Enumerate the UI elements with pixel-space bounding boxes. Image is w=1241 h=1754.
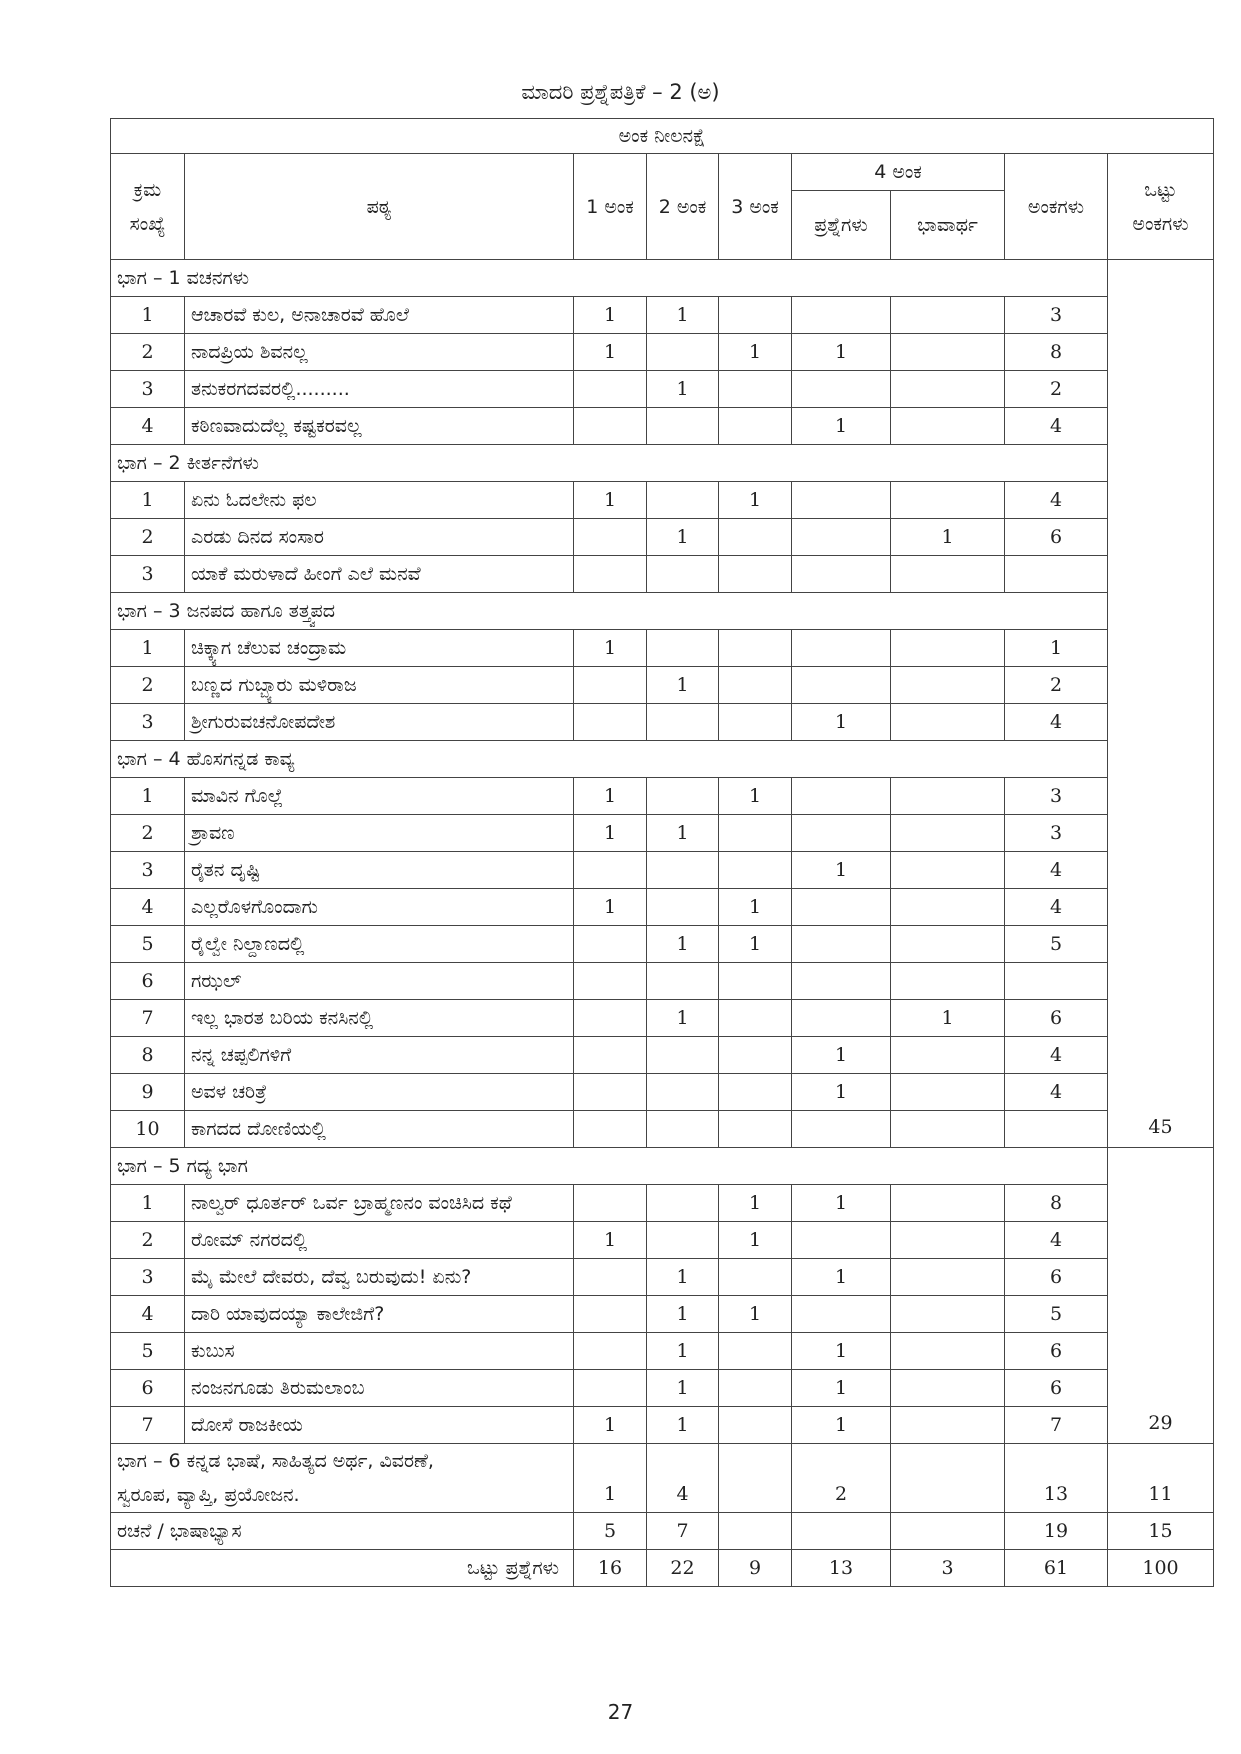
mark-4-meaning-cell	[891, 1296, 1005, 1333]
mark-4-questions-cell: 1	[792, 1185, 891, 1222]
serial-cell: 7	[111, 1000, 185, 1037]
total-marks-cell: 15	[1108, 1513, 1214, 1550]
mark-3-cell	[719, 815, 792, 852]
mark-3-cell: 1	[719, 1185, 792, 1222]
mark-4-questions-cell: 1	[792, 1037, 891, 1074]
mark-4-questions-cell	[792, 667, 891, 704]
serial-cell: 3	[111, 556, 185, 593]
serial-cell: 6	[111, 963, 185, 1000]
mark-1-cell: 1	[574, 334, 647, 371]
marks-cell: 5	[1005, 926, 1108, 963]
lesson-cell: ನನ್ನ ಚಪ್ಪಲಿಗಳಿಗೆ	[185, 1037, 574, 1074]
serial-cell: 7	[111, 1407, 185, 1444]
marks-cell: 6	[1005, 1000, 1108, 1037]
marks-cell: 4	[1005, 704, 1108, 741]
header-4-mark-meaning: ಭಾವಾರ್ಥ	[891, 191, 1005, 260]
mark-4-meaning-cell	[891, 778, 1005, 815]
table-row	[111, 556, 1214, 593]
serial-cell: 3	[111, 704, 185, 741]
mark-2-cell: 4	[647, 1444, 719, 1513]
lesson-cell: ಇಲ್ಲ ಭಾರತ ಬರಿಯ ಕನಸಿನಲ್ಲಿ	[185, 1000, 574, 1037]
mark-3-cell	[719, 852, 792, 889]
mark-4-meaning-cell	[891, 926, 1005, 963]
section-heading: ಭಾಗ – 1 ವಚನಗಳು	[111, 260, 1108, 297]
lesson-cell: ನಾಲ್ವರ್ ಧೂರ್ತರ್ ಒರ್ವ ಬ್ರಾಹ್ಮಣನಂ ವಂಚಿಸಿದ ಕಥೆ	[185, 1185, 574, 1222]
mark-4-questions-cell	[792, 889, 891, 926]
composition-label: ರಚನೆ / ಭಾಷಾಭ್ಯಾಸ	[111, 1513, 574, 1550]
serial-cell: 2	[111, 519, 185, 556]
lesson-cell: ಆಚಾರವೆ ಕುಲ, ಅನಾಚಾರವೆ ಹೊಲೆ	[185, 297, 574, 334]
mark-1-cell	[574, 1037, 647, 1074]
mark-4-questions-cell	[792, 926, 891, 963]
mark-4-questions-cell: 1	[792, 1259, 891, 1296]
page-number: 27	[607, 1700, 634, 1724]
marks-cell: 8	[1005, 1185, 1108, 1222]
mark-1-cell	[574, 1185, 647, 1222]
mark-1-cell: 1	[574, 297, 647, 334]
table-row	[111, 1296, 1214, 1333]
mark-1-cell	[574, 1000, 647, 1037]
mark-4-meaning-cell	[891, 667, 1005, 704]
lesson-cell: ಬಣ್ಣದ ಗುಬ್ಬ್ಯಾರು ಮಳಿರಾಜ	[185, 667, 574, 704]
mark-4-meaning-cell	[891, 556, 1005, 593]
mark-4-meaning-cell	[891, 1037, 1005, 1074]
mark-1-cell: 16	[574, 1550, 647, 1587]
serial-cell: 8	[111, 1037, 185, 1074]
mark-3-cell	[719, 519, 792, 556]
lesson-cell: ನಂಜನಗೂಡು ತಿರುಮಲಾಂಬ	[185, 1370, 574, 1407]
mark-4-questions-cell	[792, 297, 891, 334]
section-heading: ಭಾಗ – 3 ಜನಪದ ಹಾಗೂ ತತ್ತ್ವಪದ	[111, 593, 1108, 630]
mark-3-cell	[719, 1259, 792, 1296]
mark-1-cell	[574, 1333, 647, 1370]
mark-4-questions-cell	[792, 1222, 891, 1259]
mark-1-cell: 1	[574, 482, 647, 519]
marks-cell: 4	[1005, 1037, 1108, 1074]
mark-4-questions-cell: 1	[792, 1407, 891, 1444]
mark-4-meaning-cell	[891, 704, 1005, 741]
mark-1-cell	[574, 852, 647, 889]
serial-cell: 1	[111, 1185, 185, 1222]
mark-4-questions-cell	[792, 482, 891, 519]
mark-4-questions-cell	[792, 1000, 891, 1037]
mark-1-cell: 1	[574, 778, 647, 815]
mark-2-cell	[647, 852, 719, 889]
mark-2-cell	[647, 704, 719, 741]
mark-1-cell	[574, 704, 647, 741]
lesson-cell: ಮಾವಿನ ಗೊಲ್ಲೆ	[185, 778, 574, 815]
mark-2-cell	[647, 630, 719, 667]
table-row	[111, 778, 1214, 815]
marks-cell: 4	[1005, 482, 1108, 519]
table-row	[111, 1333, 1214, 1370]
serial-cell: 2	[111, 1222, 185, 1259]
mark-4-questions-cell: 1	[792, 408, 891, 445]
table-row	[111, 519, 1214, 556]
mark-2-cell	[647, 1222, 719, 1259]
mark-4-questions-cell: 2	[792, 1444, 891, 1513]
mark-2-cell: 1	[647, 1259, 719, 1296]
mark-2-cell	[647, 778, 719, 815]
lesson-cell: ದೋಸೆ ರಾಜಕೀಯ	[185, 1407, 574, 1444]
mark-4-meaning-cell	[891, 1185, 1005, 1222]
mark-2-cell: 1	[647, 1407, 719, 1444]
table-row	[111, 815, 1214, 852]
total-marks-cell: 11	[1108, 1444, 1214, 1513]
marks-cell: 6	[1005, 1333, 1108, 1370]
serial-cell: 6	[111, 1370, 185, 1407]
mark-3-cell: 1	[719, 1222, 792, 1259]
mark-3-cell	[719, 630, 792, 667]
section-heading: ಭಾಗ – 4 ಹೊಸಗನ್ನಡ ಕಾವ್ಯ	[111, 741, 1108, 778]
section-6-line-2: ಸ್ವರೂಪ, ವ್ಯಾಪ್ತಿ, ಪ್ರಯೋಜನ.	[117, 1484, 300, 1506]
lesson-cell: ಶ್ರಾವಣ	[185, 815, 574, 852]
header-serial: ಕ್ರಮ ಸಂಖ್ಯೆ	[111, 154, 185, 260]
marks-cell	[1005, 1111, 1108, 1148]
mark-2-cell	[647, 1037, 719, 1074]
mark-1-cell: 1	[574, 1407, 647, 1444]
table-row	[111, 1074, 1214, 1111]
mark-4-meaning-cell	[891, 1407, 1005, 1444]
mark-2-cell: 1	[647, 297, 719, 334]
mark-2-cell	[647, 1185, 719, 1222]
mark-2-cell: 1	[647, 519, 719, 556]
lesson-cell: ನಾದಪ್ರಿಯ ಶಿವನಲ್ಲ	[185, 334, 574, 371]
lesson-cell: ರೈತನ ದೃಷ್ಟಿ	[185, 852, 574, 889]
section-6-row	[111, 1444, 1214, 1513]
header-4-mark-questions: ಪ್ರಶ್ನೆಗಳು	[792, 191, 891, 260]
mark-4-questions-cell	[792, 1111, 891, 1148]
marks-cell: 4	[1005, 1074, 1108, 1111]
lesson-cell: ತನುಕರಗದವರಲ್ಲಿ.........	[185, 371, 574, 408]
composition-row	[111, 1513, 1214, 1550]
lesson-cell: ಕಾಗದದ ದೋಣಿಯಲ್ಲಿ	[185, 1111, 574, 1148]
serial-cell: 3	[111, 1259, 185, 1296]
table-row	[111, 1037, 1214, 1074]
mark-4-questions-cell: 13	[792, 1550, 891, 1587]
header-2-mark: 2 ಅಂಕ	[647, 154, 719, 260]
mark-1-cell	[574, 667, 647, 704]
mark-2-cell	[647, 408, 719, 445]
header-1-mark: 1 ಅಂಕ	[574, 154, 647, 260]
mark-3-cell	[719, 1333, 792, 1370]
mark-4-meaning-cell	[891, 1513, 1005, 1550]
mark-3-cell	[719, 704, 792, 741]
marks-cell: 3	[1005, 297, 1108, 334]
table-row	[111, 926, 1214, 963]
mark-4-meaning-cell	[891, 963, 1005, 1000]
mark-4-meaning-cell	[891, 1370, 1005, 1407]
lesson-cell: ಶ್ರೀಗುರುವಚನೋಪದೇಶ	[185, 704, 574, 741]
group-total-cell	[1108, 260, 1214, 1148]
mark-4-meaning-cell	[891, 1074, 1005, 1111]
lesson-cell: ಏನು ಓದಲೇನು ಫಲ	[185, 482, 574, 519]
mark-4-meaning-cell	[891, 371, 1005, 408]
marks-cell: 3	[1005, 815, 1108, 852]
serial-cell: 3	[111, 852, 185, 889]
mark-1-cell	[574, 408, 647, 445]
section-6-label	[111, 1444, 574, 1513]
mark-4-meaning-cell	[891, 1444, 1005, 1513]
mark-3-cell	[719, 963, 792, 1000]
serial-cell: 2	[111, 667, 185, 704]
mark-4-meaning-cell	[891, 1222, 1005, 1259]
mark-3-cell: 1	[719, 889, 792, 926]
mark-4-meaning-cell: 3	[891, 1550, 1005, 1587]
mark-2-cell: 1	[647, 815, 719, 852]
mark-4-meaning-cell	[891, 630, 1005, 667]
mark-3-cell	[719, 1370, 792, 1407]
mark-1-cell	[574, 1074, 647, 1111]
mark-4-meaning-cell	[891, 852, 1005, 889]
table-row	[111, 1000, 1214, 1037]
mark-3-cell: 1	[719, 926, 792, 963]
serial-cell: 4	[111, 408, 185, 445]
mark-4-questions-cell: 1	[792, 704, 891, 741]
mark-2-cell	[647, 889, 719, 926]
table-row	[111, 667, 1214, 704]
lesson-cell: ಮೈ ಮೇಲೆ ದೇವರು, ದೆವ್ವ ಬರುವುದು! ಏನು?	[185, 1259, 574, 1296]
serial-cell: 2	[111, 815, 185, 852]
mark-3-cell	[719, 371, 792, 408]
table-row	[111, 1259, 1214, 1296]
mark-2-cell	[647, 1074, 719, 1111]
serial-cell: 1	[111, 297, 185, 334]
header-total-marks: ಒಟ್ಟು ಅಂಕಗಳು	[1108, 154, 1214, 260]
header-marks: ಅಂಕಗಳು	[1005, 154, 1108, 260]
mark-4-meaning-cell	[891, 889, 1005, 926]
table-row	[111, 1222, 1214, 1259]
document-title: ಮಾದರಿ ಪ್ರಶ್ನೆಪತ್ರಿಕೆ – 2 (ಅ)	[521, 80, 720, 104]
table-row	[111, 889, 1214, 926]
serial-cell: 1	[111, 778, 185, 815]
mark-4-questions-cell: 1	[792, 852, 891, 889]
serial-cell: 4	[111, 889, 185, 926]
mark-2-cell: 1	[647, 1333, 719, 1370]
mark-2-cell: 22	[647, 1550, 719, 1587]
mark-2-cell: 1	[647, 926, 719, 963]
mark-2-cell	[647, 334, 719, 371]
marks-cell: 19	[1005, 1513, 1108, 1550]
mark-4-questions-cell	[792, 963, 891, 1000]
table-row	[111, 1185, 1214, 1222]
header-3-mark: 3 ಅಂಕ	[719, 154, 792, 260]
mark-4-questions-cell: 1	[792, 1333, 891, 1370]
mark-1-cell	[574, 1370, 647, 1407]
mark-4-questions-cell	[792, 1296, 891, 1333]
mark-4-meaning-cell	[891, 482, 1005, 519]
mark-1-cell: 1	[574, 630, 647, 667]
table-row	[111, 408, 1214, 445]
mark-3-cell	[719, 1444, 792, 1513]
lesson-cell: ಗಝಲ್	[185, 963, 574, 1000]
mark-4-meaning-cell	[891, 408, 1005, 445]
totals-label: ಒಟ್ಟು ಪ್ರಶ್ನೆಗಳು	[111, 1550, 574, 1587]
lesson-cell: ಎಲ್ಲರೊಳಗೊಂದಾಗು	[185, 889, 574, 926]
blueprint-title: ಅಂಕ ನೀಲನಕ್ಷೆ	[111, 119, 1214, 154]
mark-1-cell: 1	[574, 1444, 647, 1513]
mark-3-cell	[719, 556, 792, 593]
lesson-cell: ಕಠಿಣವಾದುದೆಲ್ಲ ಕಷ್ಟಕರವಲ್ಲ	[185, 408, 574, 445]
mark-1-cell	[574, 1259, 647, 1296]
mark-4-questions-cell	[792, 519, 891, 556]
marks-cell: 4	[1005, 852, 1108, 889]
mark-1-cell: 1	[574, 1222, 647, 1259]
lesson-cell: ಯಾಕೆ ಮರುಳಾದೆ ಹೀಂಗೆ ಎಲೆ ಮನವೆ	[185, 556, 574, 593]
mark-2-cell: 7	[647, 1513, 719, 1550]
mark-1-cell: 1	[574, 815, 647, 852]
marks-cell: 6	[1005, 1259, 1108, 1296]
mark-4-meaning-cell	[891, 334, 1005, 371]
mark-4-questions-cell	[792, 778, 891, 815]
lesson-cell: ದಾರಿ ಯಾವುದಯ್ಯಾ ಕಾಲೇಜಿಗೆ?	[185, 1296, 574, 1333]
marks-cell: 5	[1005, 1296, 1108, 1333]
table-row	[111, 371, 1214, 408]
mark-3-cell	[719, 667, 792, 704]
table-row	[111, 1407, 1214, 1444]
mark-4-questions-cell: 1	[792, 1370, 891, 1407]
mark-1-cell	[574, 371, 647, 408]
mark-3-cell	[719, 1111, 792, 1148]
header-4-mark: 4 ಅಂಕ	[792, 154, 1005, 191]
mark-4-questions-cell	[792, 371, 891, 408]
mark-4-questions-cell	[792, 1513, 891, 1550]
mark-1-cell	[574, 926, 647, 963]
mark-4-questions-cell	[792, 815, 891, 852]
serial-cell: 4	[111, 1296, 185, 1333]
marks-cell	[1005, 963, 1108, 1000]
marks-cell: 4	[1005, 1222, 1108, 1259]
serial-cell: 1	[111, 630, 185, 667]
table-row	[111, 297, 1214, 334]
mark-4-meaning-cell	[891, 1111, 1005, 1148]
mark-3-cell: 1	[719, 1296, 792, 1333]
section-6-line-1: ಭಾಗ – 6 ಕನ್ನಡ ಭಾಷೆ, ಸಾಹಿತ್ಯದ ಅರ್ಥ, ವಿವರಣೆ,	[117, 1450, 434, 1472]
mark-3-cell: 9	[719, 1550, 792, 1587]
mark-2-cell	[647, 556, 719, 593]
table-row	[111, 963, 1214, 1000]
group-total-value: 29	[1148, 1412, 1173, 1434]
totals-row	[111, 1550, 1214, 1587]
mark-3-cell: 1	[719, 482, 792, 519]
mark-4-meaning-cell	[891, 815, 1005, 852]
mark-4-questions-cell: 1	[792, 334, 891, 371]
mark-1-cell	[574, 1111, 647, 1148]
mark-3-cell	[719, 1074, 792, 1111]
mark-3-cell	[719, 1000, 792, 1037]
serial-cell: 3	[111, 371, 185, 408]
mark-4-meaning-cell	[891, 1259, 1005, 1296]
mark-4-meaning-cell: 1	[891, 519, 1005, 556]
mark-2-cell	[647, 963, 719, 1000]
lesson-cell: ರೋಮ್ ನಗರದಲ್ಲಿ	[185, 1222, 574, 1259]
marks-cell: 2	[1005, 371, 1108, 408]
mark-2-cell: 1	[647, 1370, 719, 1407]
section-heading: ಭಾಗ – 2 ಕೀರ್ತನೆಗಳು	[111, 445, 1108, 482]
mark-2-cell: 1	[647, 1000, 719, 1037]
mark-3-cell: 1	[719, 334, 792, 371]
mark-1-cell	[574, 556, 647, 593]
mark-3-cell: 1	[719, 778, 792, 815]
lesson-cell: ಕುಬುಸ	[185, 1333, 574, 1370]
table-row	[111, 1111, 1214, 1148]
marks-cell	[1005, 556, 1108, 593]
mark-3-cell	[719, 1513, 792, 1550]
table-row	[111, 630, 1214, 667]
header-lesson: ಪಠ್ಯ	[185, 154, 574, 260]
mark-2-cell: 1	[647, 667, 719, 704]
marks-cell: 8	[1005, 334, 1108, 371]
serial-cell: 1	[111, 482, 185, 519]
mark-3-cell	[719, 297, 792, 334]
table-row	[111, 1370, 1214, 1407]
serial-cell: 5	[111, 1333, 185, 1370]
serial-cell: 10	[111, 1111, 185, 1148]
mark-2-cell: 1	[647, 1296, 719, 1333]
mark-4-meaning-cell	[891, 1333, 1005, 1370]
lesson-cell: ರೈಲ್ವೇ ನಿಲ್ದಾಣದಲ್ಲಿ	[185, 926, 574, 963]
mark-1-cell	[574, 519, 647, 556]
marks-cell: 61	[1005, 1550, 1108, 1587]
marks-cell: 13	[1005, 1444, 1108, 1513]
group-total-cell	[1108, 1148, 1214, 1444]
marks-cell: 4	[1005, 889, 1108, 926]
mark-1-cell	[574, 1296, 647, 1333]
mark-3-cell	[719, 1407, 792, 1444]
lesson-cell: ಅವಳ ಚರಿತ್ರೆ	[185, 1074, 574, 1111]
mark-3-cell	[719, 1037, 792, 1074]
mark-2-cell: 1	[647, 371, 719, 408]
table-row	[111, 704, 1214, 741]
table-row	[111, 482, 1214, 519]
mark-3-cell	[719, 408, 792, 445]
marks-cell: 1	[1005, 630, 1108, 667]
marks-cell: 4	[1005, 408, 1108, 445]
serial-cell: 2	[111, 334, 185, 371]
mark-4-meaning-cell	[891, 297, 1005, 334]
mark-2-cell	[647, 482, 719, 519]
lesson-cell: ಎರಡು ದಿನದ ಸಂಸಾರ	[185, 519, 574, 556]
mark-4-questions-cell: 1	[792, 1074, 891, 1111]
table-row	[111, 852, 1214, 889]
section-heading: ಭಾಗ – 5 ಗದ್ಯ ಭಾಗ	[111, 1148, 1108, 1185]
marks-cell: 3	[1005, 778, 1108, 815]
lesson-cell: ಚಿಕ್ಕ್ಯಾಗ ಚೆಲುವ ಚಂದ್ರಾಮ	[185, 630, 574, 667]
blueprint-table	[110, 118, 1214, 1587]
table-row	[111, 334, 1214, 371]
mark-4-meaning-cell: 1	[891, 1000, 1005, 1037]
mark-4-questions-cell	[792, 556, 891, 593]
marks-cell: 6	[1005, 519, 1108, 556]
group-total-value: 45	[1148, 1116, 1173, 1138]
mark-1-cell	[574, 963, 647, 1000]
serial-cell: 9	[111, 1074, 185, 1111]
mark-2-cell	[647, 1111, 719, 1148]
marks-cell: 6	[1005, 1370, 1108, 1407]
serial-cell: 5	[111, 926, 185, 963]
grand-total-cell: 100	[1108, 1550, 1214, 1587]
mark-1-cell: 5	[574, 1513, 647, 1550]
marks-cell: 7	[1005, 1407, 1108, 1444]
marks-cell: 2	[1005, 667, 1108, 704]
mark-1-cell: 1	[574, 889, 647, 926]
mark-4-questions-cell	[792, 630, 891, 667]
